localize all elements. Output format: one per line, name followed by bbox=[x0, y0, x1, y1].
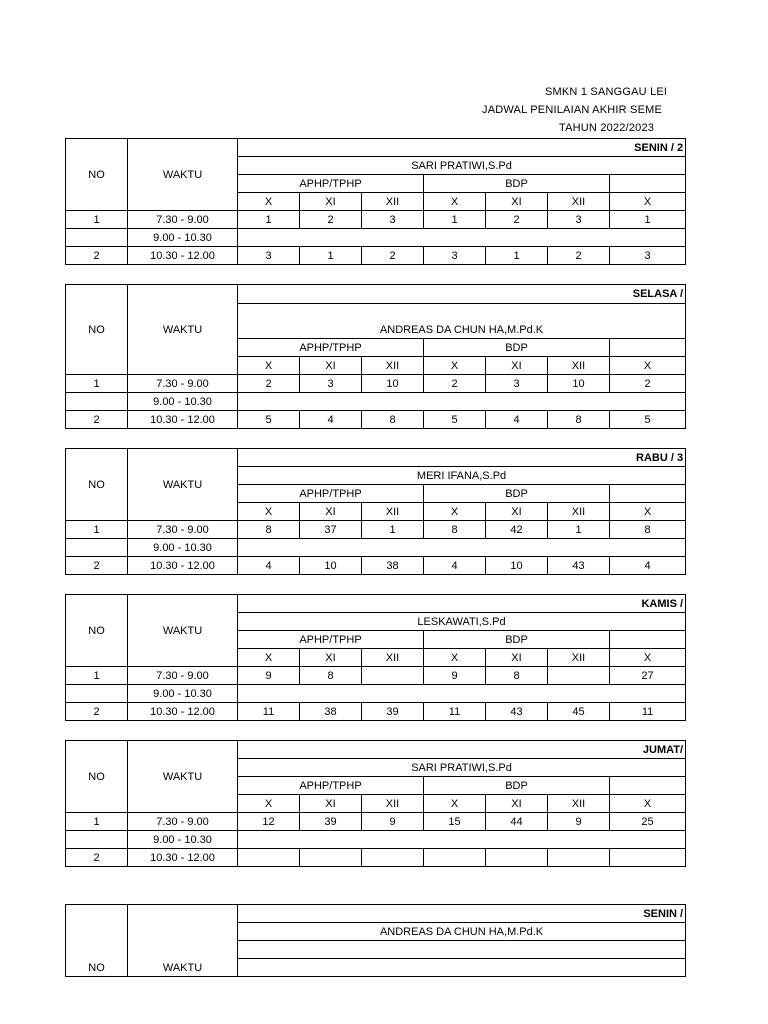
table-row bbox=[66, 375, 686, 393]
cell: 5 bbox=[238, 411, 300, 429]
waktu-header: WAKTU bbox=[128, 595, 238, 667]
class-x-header: X bbox=[610, 649, 686, 667]
cell: 2 bbox=[238, 375, 300, 393]
class-x-header: X bbox=[424, 193, 486, 211]
cell: 4 bbox=[424, 557, 486, 575]
group-bdp-header: BDP bbox=[424, 631, 610, 649]
break-row bbox=[238, 685, 686, 703]
schedule-table-senin bbox=[65, 138, 686, 265]
teacher-name: SARI PRATIWI,S.Pd bbox=[238, 157, 686, 175]
cell bbox=[424, 849, 486, 867]
cell: 3 bbox=[362, 211, 424, 229]
group-aphp-header: APHP/TPHP bbox=[238, 485, 424, 503]
session-time: 10.30 - 12.00 bbox=[128, 703, 238, 721]
day-label: SELASA / bbox=[238, 285, 686, 304]
cell: 10 bbox=[486, 557, 548, 575]
cell: 8 bbox=[548, 411, 610, 429]
cell: 43 bbox=[486, 703, 548, 721]
class-xii-header: XII bbox=[548, 357, 610, 375]
cell: 8 bbox=[486, 667, 548, 685]
cell: 11 bbox=[238, 703, 300, 721]
class-x-header: X bbox=[238, 649, 300, 667]
class-xi-header: XI bbox=[300, 649, 362, 667]
break-row bbox=[238, 831, 686, 849]
table-row bbox=[66, 229, 686, 247]
cell: 2 bbox=[362, 247, 424, 265]
session-time: 7.30 - 9.00 bbox=[128, 375, 238, 393]
table-row bbox=[66, 685, 686, 703]
session-no: 1 bbox=[66, 375, 128, 393]
cell: 1 bbox=[300, 247, 362, 265]
session-no bbox=[66, 229, 128, 247]
cell bbox=[610, 849, 686, 867]
cell: 45 bbox=[548, 703, 610, 721]
cell: 1 bbox=[486, 247, 548, 265]
table-row bbox=[66, 247, 686, 265]
session-time: 10.30 - 12.00 bbox=[128, 849, 238, 867]
cell: 8 bbox=[424, 521, 486, 539]
class-xi-header: XI bbox=[300, 193, 362, 211]
class-xii-header: XII bbox=[362, 649, 424, 667]
group-aphp-header: APHP/TPHP bbox=[238, 777, 424, 795]
cell: 3 bbox=[548, 211, 610, 229]
session-no: 2 bbox=[66, 411, 128, 429]
teacher-name: ANDREAS DA CHUN HA,M.Pd.K bbox=[238, 321, 686, 339]
break-row bbox=[238, 229, 686, 247]
class-xii-header: XII bbox=[362, 795, 424, 813]
waktu-header: WAKTU bbox=[128, 285, 238, 375]
table-row bbox=[66, 211, 686, 229]
class-xii-header: XII bbox=[362, 357, 424, 375]
cell: 10 bbox=[300, 557, 362, 575]
cell: 44 bbox=[486, 813, 548, 831]
cell: 8 bbox=[300, 667, 362, 685]
cell: 5 bbox=[610, 411, 686, 429]
cell: 4 bbox=[486, 411, 548, 429]
cell: 3 bbox=[424, 247, 486, 265]
cell: 2 bbox=[486, 211, 548, 229]
cell bbox=[548, 667, 610, 685]
cell: 10 bbox=[362, 375, 424, 393]
class-x-header: X bbox=[610, 193, 686, 211]
cell: 11 bbox=[424, 703, 486, 721]
session-time: 7.30 - 9.00 bbox=[128, 521, 238, 539]
cell: 38 bbox=[300, 703, 362, 721]
cell: 38 bbox=[362, 557, 424, 575]
session-time: 9.00 - 10.30 bbox=[128, 539, 238, 557]
no-header: NO bbox=[66, 139, 128, 211]
cell bbox=[362, 849, 424, 867]
cell: 1 bbox=[610, 211, 686, 229]
cell: 15 bbox=[424, 813, 486, 831]
session-no: 1 bbox=[66, 521, 128, 539]
class-x-header: X bbox=[610, 357, 686, 375]
table-row bbox=[66, 849, 686, 867]
session-time: 9.00 - 10.30 bbox=[128, 229, 238, 247]
cell: 12 bbox=[238, 813, 300, 831]
cell: 1 bbox=[362, 521, 424, 539]
cell: 2 bbox=[548, 247, 610, 265]
group-bdp-header: BDP bbox=[424, 175, 610, 193]
cell: 3 bbox=[486, 375, 548, 393]
no-header: NO bbox=[66, 595, 128, 667]
day-label: SENIN / bbox=[238, 905, 686, 923]
session-time: 10.30 - 12.00 bbox=[128, 411, 238, 429]
cell bbox=[300, 849, 362, 867]
cell: 1 bbox=[238, 211, 300, 229]
cell: 10 bbox=[548, 375, 610, 393]
cell: 8 bbox=[362, 411, 424, 429]
class-x-header: X bbox=[238, 795, 300, 813]
cell: 2 bbox=[424, 375, 486, 393]
teacher-name: MERI IFANA,S.Pd bbox=[238, 467, 686, 485]
cell: 8 bbox=[610, 521, 686, 539]
class-x-header: X bbox=[610, 795, 686, 813]
session-time: 7.30 - 9.00 bbox=[128, 667, 238, 685]
class-x-header: X bbox=[424, 649, 486, 667]
cell: 1 bbox=[424, 211, 486, 229]
schedule-table-jumat bbox=[65, 740, 686, 867]
no-header: NO bbox=[66, 905, 128, 977]
cell bbox=[486, 849, 548, 867]
class-xi-header: XI bbox=[300, 357, 362, 375]
cell: 9 bbox=[238, 667, 300, 685]
class-xi-header: XI bbox=[486, 193, 548, 211]
waktu-header: WAKTU bbox=[128, 139, 238, 211]
cell: 9 bbox=[362, 813, 424, 831]
no-header: NO bbox=[66, 449, 128, 521]
class-x-header: X bbox=[238, 193, 300, 211]
session-no bbox=[66, 685, 128, 703]
session-time: 9.00 - 10.30 bbox=[128, 831, 238, 849]
class-xii-header: XII bbox=[548, 795, 610, 813]
cell: 25 bbox=[610, 813, 686, 831]
session-no bbox=[66, 393, 128, 411]
school-name: SMKN 1 SANGGAU LEI bbox=[545, 86, 668, 98]
day-label: SENIN / 2 bbox=[238, 139, 686, 157]
no-header: NO bbox=[66, 741, 128, 813]
table-row bbox=[66, 813, 686, 831]
class-xii-header: XII bbox=[362, 503, 424, 521]
session-time: 10.30 - 12.00 bbox=[128, 557, 238, 575]
cell: 39 bbox=[362, 703, 424, 721]
cell: 4 bbox=[238, 557, 300, 575]
break-row bbox=[238, 393, 686, 411]
session-time: 10.30 - 12.00 bbox=[128, 247, 238, 265]
class-xi-header: XI bbox=[300, 503, 362, 521]
teacher-name: ANDREAS DA CHUN HA,M.Pd.K bbox=[238, 923, 686, 941]
cell bbox=[548, 849, 610, 867]
waktu-header: WAKTU bbox=[128, 449, 238, 521]
class-x-header: X bbox=[424, 357, 486, 375]
cell: 4 bbox=[610, 557, 686, 575]
teacher-name: LESKAWATI,S.Pd bbox=[238, 613, 686, 631]
class-xi-header: XI bbox=[300, 795, 362, 813]
no-header: NO bbox=[66, 285, 128, 375]
session-no bbox=[66, 831, 128, 849]
group-third-header bbox=[610, 777, 686, 795]
group-aphp-header: APHP/TPHP bbox=[238, 631, 424, 649]
class-xi-header: XI bbox=[486, 649, 548, 667]
group-aphp-header: APHP/TPHP bbox=[238, 175, 424, 193]
session-no: 2 bbox=[66, 247, 128, 265]
day-label: JUMAT/ bbox=[238, 741, 686, 759]
spacer-row bbox=[238, 304, 686, 322]
break-row bbox=[238, 539, 686, 557]
session-no: 2 bbox=[66, 557, 128, 575]
table-row bbox=[66, 411, 686, 429]
cell: 37 bbox=[300, 521, 362, 539]
waktu-header: WAKTU bbox=[128, 741, 238, 813]
group-third-header bbox=[610, 339, 686, 357]
cell: 43 bbox=[548, 557, 610, 575]
cell: 1 bbox=[548, 521, 610, 539]
schedule-title: JADWAL PENILAIAN AKHIR SEME bbox=[482, 104, 663, 116]
group-bdp-header: BDP bbox=[424, 339, 610, 357]
class-xii-header: XII bbox=[548, 193, 610, 211]
class-x-header: X bbox=[424, 795, 486, 813]
group-third-header bbox=[610, 631, 686, 649]
session-no: 1 bbox=[66, 813, 128, 831]
cell: 2 bbox=[300, 211, 362, 229]
class-x-header: X bbox=[238, 503, 300, 521]
class-xii-header: XII bbox=[548, 649, 610, 667]
class-xii-header: XII bbox=[362, 193, 424, 211]
class-xi-header: XI bbox=[486, 357, 548, 375]
schedule-table-selasa bbox=[65, 284, 686, 429]
session-time: 9.00 - 10.30 bbox=[128, 393, 238, 411]
group-third-header bbox=[610, 175, 686, 193]
schedule-table-rabu bbox=[65, 448, 686, 575]
table-row bbox=[66, 393, 686, 411]
cell: 4 bbox=[300, 411, 362, 429]
group-row bbox=[238, 941, 686, 959]
cell: 5 bbox=[424, 411, 486, 429]
schedule-table-kamis bbox=[65, 594, 686, 721]
table-row bbox=[66, 539, 686, 557]
cell: 42 bbox=[486, 521, 548, 539]
waktu-header: WAKTU bbox=[128, 905, 238, 977]
class-x-header: X bbox=[610, 503, 686, 521]
academic-year: TAHUN 2022/2023 bbox=[559, 122, 655, 134]
cell: 9 bbox=[548, 813, 610, 831]
cell bbox=[238, 849, 300, 867]
day-label: RABU / 3 bbox=[238, 449, 686, 467]
session-no: 2 bbox=[66, 849, 128, 867]
cell: 8 bbox=[238, 521, 300, 539]
cell: 27 bbox=[610, 667, 686, 685]
group-aphp-header: APHP/TPHP bbox=[238, 339, 424, 357]
teacher-name: SARI PRATIWI,S.Pd bbox=[238, 759, 686, 777]
table-row bbox=[66, 667, 686, 685]
session-no bbox=[66, 539, 128, 557]
cell: 9 bbox=[424, 667, 486, 685]
table-row bbox=[66, 521, 686, 539]
session-time: 7.30 - 9.00 bbox=[128, 813, 238, 831]
session-time: 9.00 - 10.30 bbox=[128, 685, 238, 703]
group-bdp-header: BDP bbox=[424, 777, 610, 795]
cell: 11 bbox=[610, 703, 686, 721]
cell: 3 bbox=[300, 375, 362, 393]
cell: 3 bbox=[238, 247, 300, 265]
session-no: 2 bbox=[66, 703, 128, 721]
class-xi-header: XI bbox=[486, 503, 548, 521]
schedule-table-senin-2 bbox=[65, 904, 686, 977]
cell: 3 bbox=[610, 247, 686, 265]
session-no: 1 bbox=[66, 211, 128, 229]
session-time: 7.30 - 9.00 bbox=[128, 211, 238, 229]
class-xi-header: XI bbox=[486, 795, 548, 813]
cell: 2 bbox=[610, 375, 686, 393]
group-third-header bbox=[610, 485, 686, 503]
cell: 39 bbox=[300, 813, 362, 831]
class-xii-header: XII bbox=[548, 503, 610, 521]
group-bdp-header: BDP bbox=[424, 485, 610, 503]
class-x-header: X bbox=[238, 357, 300, 375]
cell bbox=[362, 667, 424, 685]
class-row bbox=[238, 959, 686, 977]
day-label: KAMIS / bbox=[238, 595, 686, 613]
table-row bbox=[66, 557, 686, 575]
session-no: 1 bbox=[66, 667, 128, 685]
table-row bbox=[66, 831, 686, 849]
table-row bbox=[66, 703, 686, 721]
class-x-header: X bbox=[424, 503, 486, 521]
